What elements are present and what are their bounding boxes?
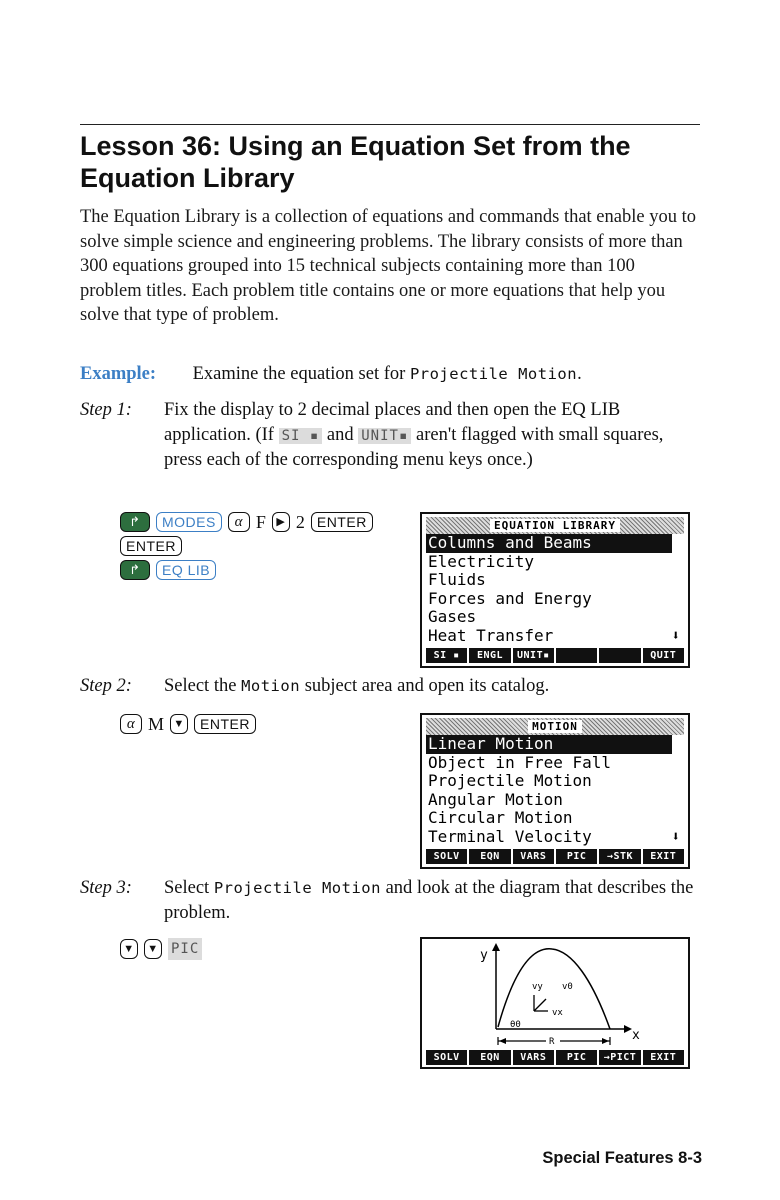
screen-line[interactable]: Angular Motion bbox=[428, 789, 563, 809]
down-arrow-key[interactable]: ▼ bbox=[144, 939, 162, 959]
v0-vector bbox=[534, 999, 546, 1011]
step-1-text-a: Fix the display to 2 decimal places and then open the EQ LIB application. (If bbox=[164, 400, 621, 445]
screen-line-selected[interactable]: Columns and Beams bbox=[426, 534, 672, 553]
step-1-keystrokes bbox=[120, 510, 373, 582]
softkey-unit[interactable]: UNIT▪ bbox=[513, 648, 554, 663]
screen-line-selected[interactable]: Linear Motion bbox=[426, 735, 672, 754]
softkey-pic[interactable]: PIC bbox=[556, 1050, 597, 1065]
screen-line[interactable]: Heat Transfer ⬇ bbox=[428, 625, 680, 645]
example-end: . bbox=[577, 364, 582, 384]
vx-label: vx bbox=[552, 1008, 563, 1018]
softkey-pict[interactable]: →PICT bbox=[599, 1050, 640, 1065]
softkey-pic[interactable]: PIC bbox=[556, 849, 597, 864]
example-label: Example: bbox=[80, 364, 157, 384]
step-1-text-c: aren't flagged with small squares, press each of the corresponding menu keys once.) bbox=[164, 424, 664, 470]
softkey-quit[interactable]: QUIT bbox=[643, 648, 684, 663]
x-axis-label: x bbox=[632, 1028, 640, 1043]
top-rule bbox=[80, 124, 700, 125]
scroll-down-icon: ⬇ bbox=[671, 627, 680, 644]
intro-paragraph: The Equation Library is a collection of equations and commands that enable you to solve simple science and engineering problems. The library consists of more than 300 equations grouped into 15 technical subjects containing more than 100 problem titles. Each problem title contains one or more equations that help you solve that type of problem. bbox=[80, 207, 696, 325]
equation-library-screen bbox=[420, 512, 690, 668]
scroll-down-icon: ⬇ bbox=[671, 828, 680, 845]
eq-lib-key[interactable]: EQ LIB bbox=[156, 560, 216, 580]
projectile-diagram-screen bbox=[420, 937, 690, 1069]
projectile-diagram bbox=[422, 939, 688, 1047]
step-2 bbox=[80, 674, 700, 699]
screen-line[interactable]: Gases bbox=[428, 607, 477, 626]
theta-label: θ0 bbox=[510, 1020, 521, 1030]
enter-key[interactable]: ENTER bbox=[311, 512, 373, 532]
screen-header: EQUATION LIBRARY bbox=[426, 517, 684, 534]
modes-key[interactable]: MODES bbox=[156, 512, 222, 532]
y-axis-label: y bbox=[480, 948, 488, 963]
step-1-text-b: and bbox=[326, 424, 354, 445]
softkey-eqn[interactable]: EQN bbox=[469, 1050, 510, 1065]
digit-two: 2 bbox=[295, 512, 305, 532]
range-label: R bbox=[549, 1037, 555, 1047]
screen-header: MOTION bbox=[426, 718, 684, 735]
step-2-label: Step 2: bbox=[80, 676, 132, 696]
alpha-key[interactable]: α bbox=[120, 714, 142, 734]
screen-line[interactable]: Projectile Motion bbox=[428, 771, 592, 790]
pic-menu-key[interactable]: PIC bbox=[168, 938, 202, 960]
screen-line[interactable]: Circular Motion bbox=[428, 808, 573, 827]
page-title: Lesson 36: Using an Equation Set from the Equation Library bbox=[80, 131, 631, 193]
step-2-text-b: subject area and open its catalog. bbox=[304, 676, 550, 696]
example-line bbox=[80, 362, 700, 386]
softkey-vars[interactable]: VARS bbox=[513, 1050, 554, 1065]
softkey-solv[interactable]: SOLV bbox=[426, 1050, 467, 1065]
vy-label: vy bbox=[532, 982, 543, 992]
softkey-menu bbox=[426, 1050, 684, 1065]
screen-line[interactable]: Electricity bbox=[428, 551, 534, 571]
softkey-menu bbox=[426, 648, 684, 663]
step-3-code: Projectile Motion bbox=[213, 879, 381, 897]
step-3-label: Step 3: bbox=[80, 878, 132, 898]
step-2-text-a: Select the bbox=[164, 676, 237, 696]
step-2-code: Motion bbox=[241, 677, 301, 695]
x-arrow-icon bbox=[624, 1025, 632, 1033]
softkey-blank[interactable] bbox=[556, 648, 597, 663]
softkey-eqn[interactable]: EQN bbox=[469, 849, 510, 864]
example-text: Examine the equation set for bbox=[192, 364, 406, 384]
screen-line[interactable]: Fluids bbox=[428, 570, 486, 589]
step-3-text-b: and look at the diagram that describes the problem. bbox=[164, 878, 694, 923]
softkey-blank[interactable] bbox=[599, 648, 640, 663]
step-1-label: Step 1: bbox=[80, 400, 132, 420]
softkey-exit[interactable]: EXIT bbox=[643, 849, 684, 864]
softkey-solv[interactable]: SOLV bbox=[426, 849, 467, 864]
step-1-text bbox=[164, 398, 700, 473]
enter-key[interactable]: ENTER bbox=[194, 714, 256, 734]
example-code: Projectile Motion bbox=[409, 365, 578, 383]
v0-label: v0 bbox=[562, 982, 573, 992]
right-arrow-key[interactable]: ▶ bbox=[272, 512, 290, 532]
alpha-key[interactable]: α bbox=[228, 512, 250, 532]
down-arrow-key[interactable]: ▼ bbox=[170, 714, 188, 734]
softkey-exit[interactable]: EXIT bbox=[643, 1050, 684, 1065]
m-letter: M bbox=[148, 714, 165, 734]
step-3-keystrokes bbox=[120, 937, 202, 961]
step-2-keystrokes bbox=[120, 712, 256, 736]
motion-screen bbox=[420, 713, 690, 869]
right-shift-key[interactable]: ↱ bbox=[120, 512, 150, 532]
step-3-text-a: Select bbox=[164, 878, 210, 898]
right-shift-key-2[interactable]: ↱ bbox=[120, 560, 150, 580]
screen-line[interactable]: Terminal Velocity ⬇ bbox=[428, 826, 680, 846]
step-1 bbox=[80, 398, 700, 473]
f-letter: F bbox=[255, 512, 266, 532]
softkey-vars[interactable]: VARS bbox=[513, 849, 554, 864]
down-arrow-key[interactable]: ▼ bbox=[120, 939, 138, 959]
softkey-stk[interactable]: →STK bbox=[599, 849, 640, 864]
screen-line[interactable]: Forces and Energy bbox=[428, 588, 592, 608]
unit-flag: UNIT▪ bbox=[358, 428, 411, 444]
step-3 bbox=[80, 876, 700, 925]
enter-key-2[interactable]: ENTER bbox=[120, 536, 182, 556]
y-arrow-icon bbox=[492, 943, 500, 951]
softkey-engl[interactable]: ENGL bbox=[469, 648, 510, 663]
page-footer: Special Features 8-3 bbox=[542, 1149, 702, 1167]
screen-line[interactable]: Object in Free Fall bbox=[428, 752, 612, 772]
softkey-si[interactable]: SI ▪ bbox=[426, 648, 467, 663]
si-flag: SI ▪ bbox=[279, 428, 323, 444]
softkey-menu bbox=[426, 849, 684, 864]
